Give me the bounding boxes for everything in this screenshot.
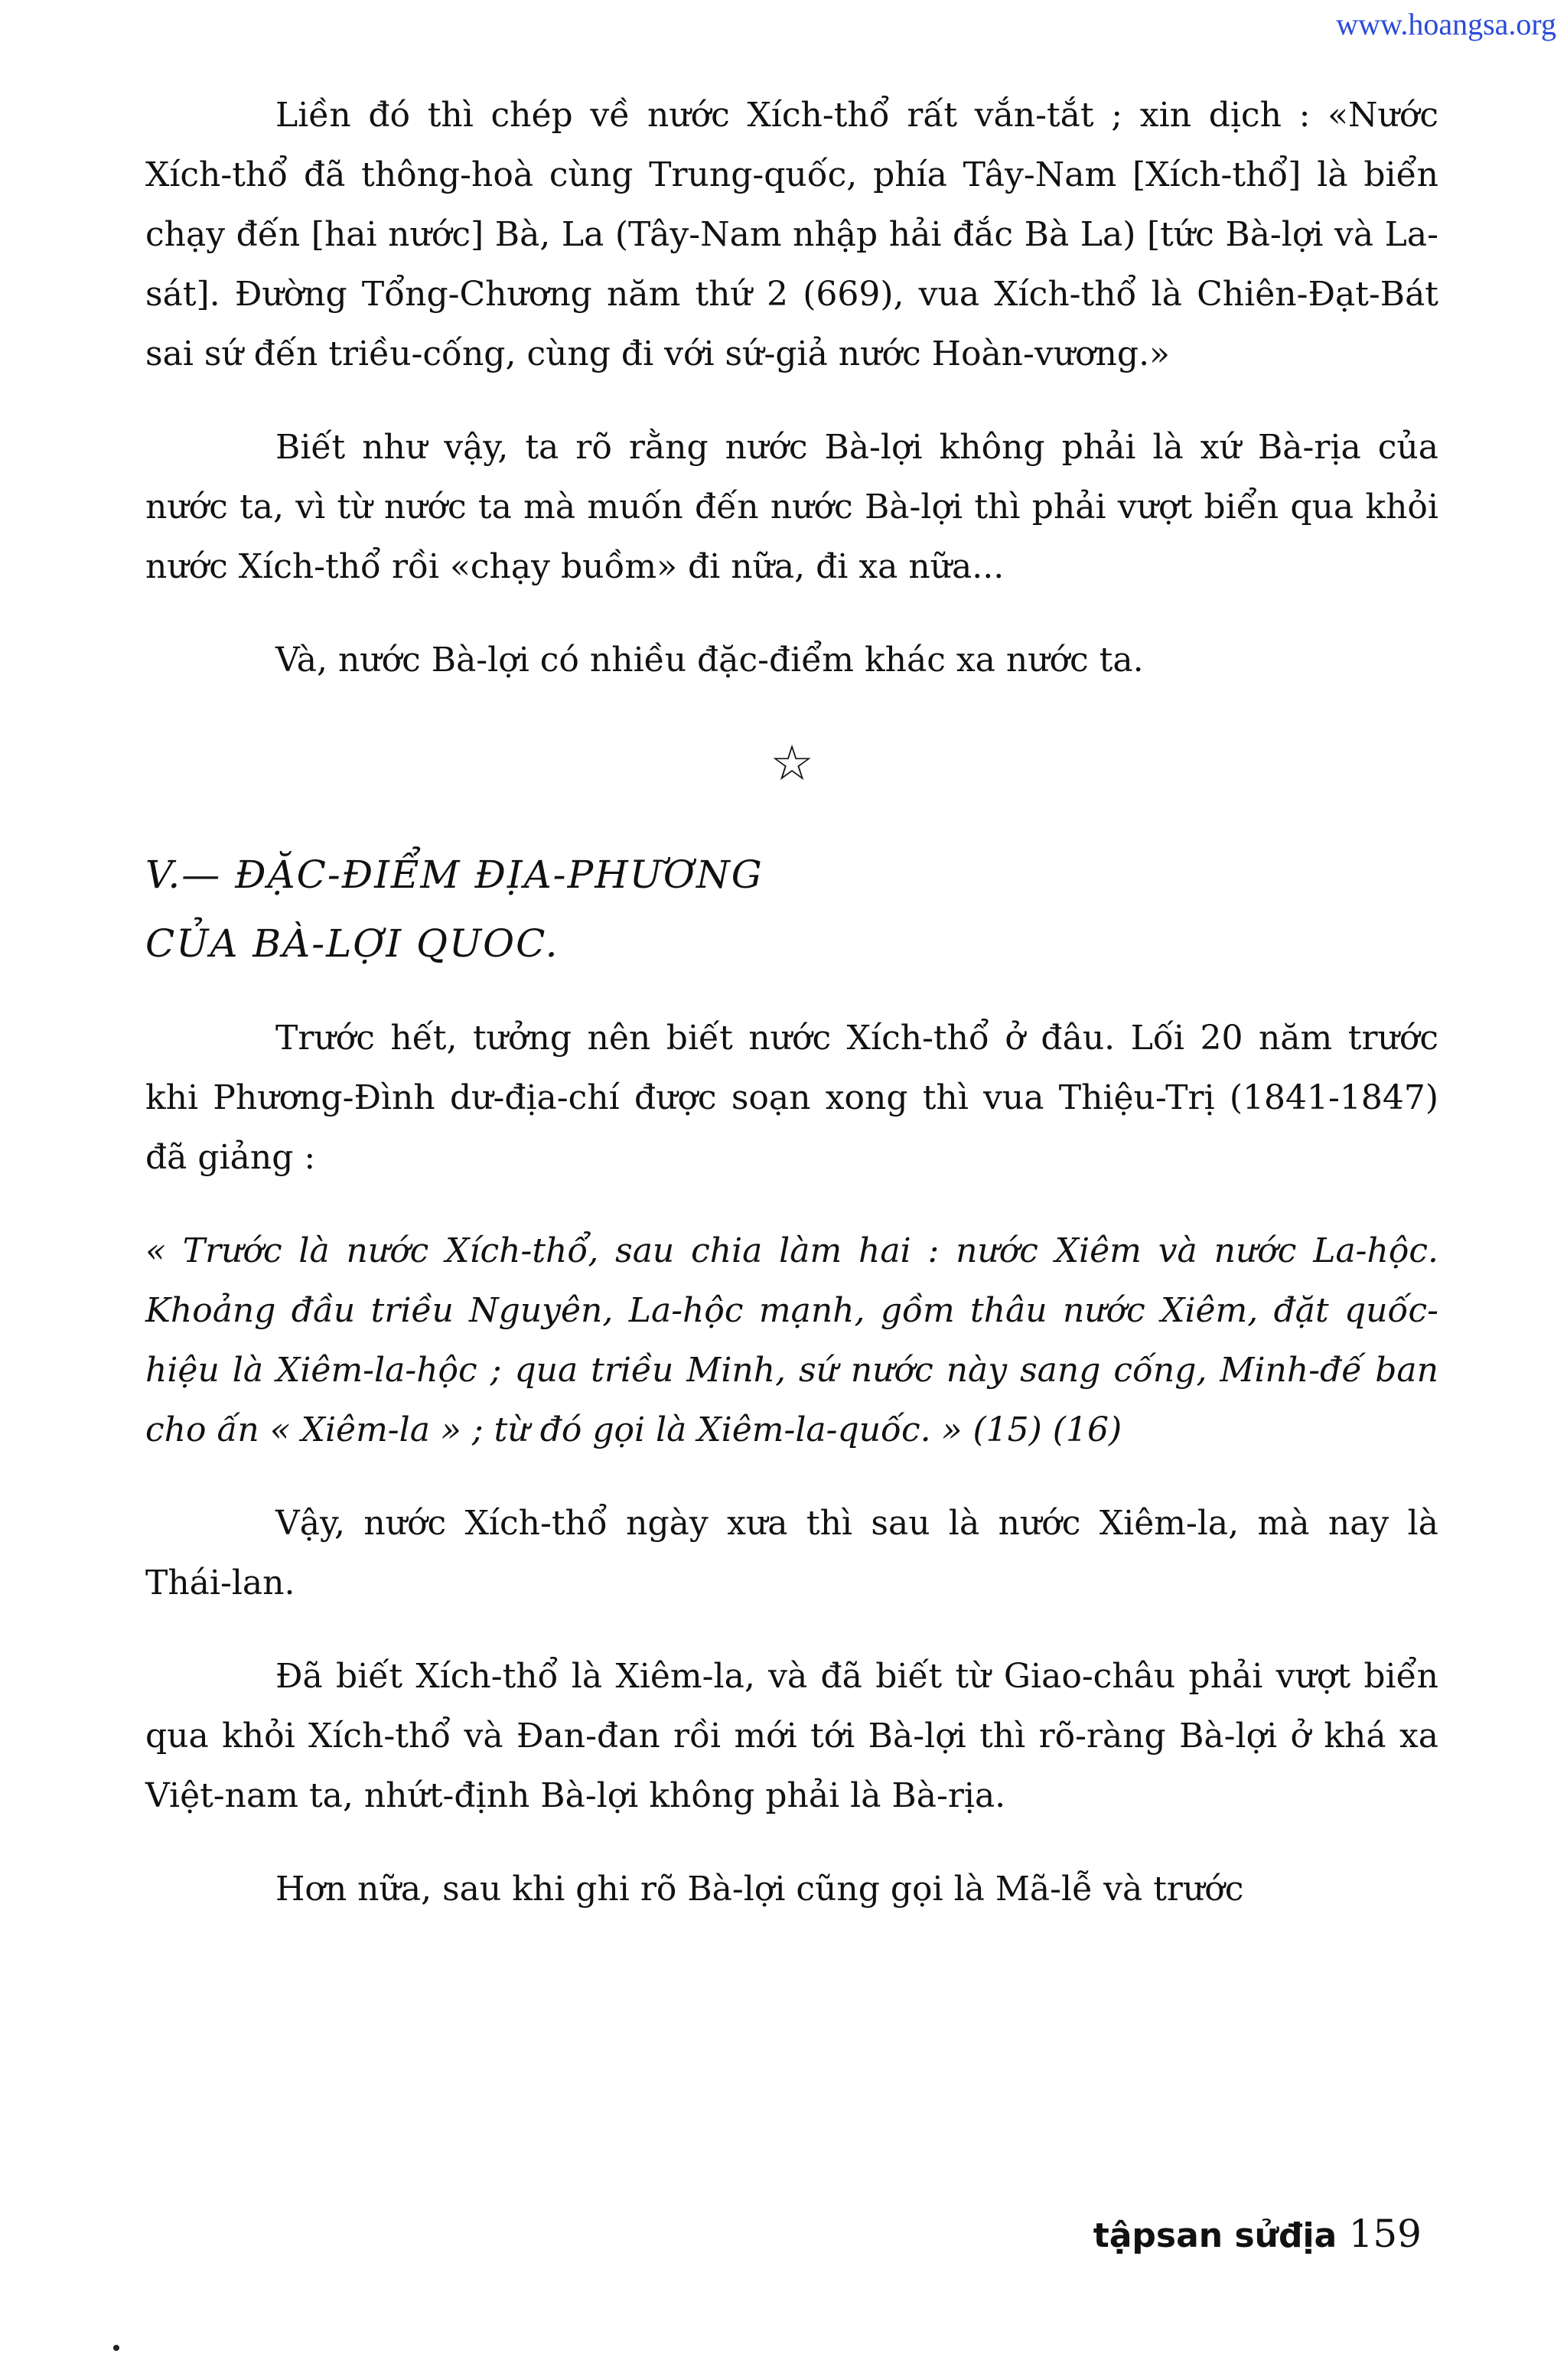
page-footer: [1093, 2212, 1422, 2256]
page-body: [145, 86, 1438, 1953]
paragraph-6: Đã biết Xích-thổ là Xiêm-la, và đã biết từ Giao-châu phải vượt biển qua khỏi Xích-thổ và Đan-đan rồi mới tới Bà-lợi thì rõ-ràng Bà-lợi ở khá xa Việt-nam ta, nhứt-định Bà-lợi không phải là Bà-rịa.: [145, 1657, 1438, 1815]
paragraph-1: Liền đó thì chép về nước Xích-thổ rất vắn-tắt ; xin dịch : «Nước Xích-thổ đã thông-hoà cùng Trung-quốc, phía Tây-Nam [Xích-thổ] là biển chạy đến [hai nước] Bà, La (Tây-Nam nhập hải đắc Bà La) [tức Bà-lợi và La-sát]. Đường Tổng-Chương năm thứ 2 (669), vua Xích-thổ là Chiên-Đạt-Bát sai sứ đến triều-cống, cùng đi với sứ-giả nước Hoàn-vương.»: [145, 96, 1438, 373]
star-icon: ☆: [770, 735, 814, 792]
paragraph-5: Vậy, nước Xích-thổ ngày xưa thì sau là nước Xiêm-la, mà nay là Thái-lan.: [145, 1504, 1438, 1602]
speck-mark: [113, 2345, 119, 2351]
page-number: 159: [1348, 2212, 1422, 2256]
paragraph-3: Và, nước Bà-lợi có nhiều đặc-điểm khác xa nước ta.: [275, 641, 1144, 680]
paragraph-2: Biết như vậy, ta rõ rằng nước Bà-lợi không phải là xứ Bà-rịa của nước ta, vì từ nước ta mà muốn đến nước Bà-lợi thì phải vượt biển qua khỏi nước Xích-thổ rồi «chạy buồm» đi nữa, đi xa nữa...: [145, 428, 1438, 586]
paragraph-4: Trước hết, tưởng nên biết nước Xích-thổ ở đâu. Lối 20 năm trước khi Phương-Đình dư-địa-chí được soạn xong thì vua Thiệu-Trị (1841-1847) đã giảng :: [145, 1019, 1438, 1177]
section-heading-line-1: V.— ĐẶC-ĐIỂM ĐỊA-PHƯƠNG: [145, 853, 764, 897]
publication-name: tậpsan sửđịa: [1093, 2216, 1337, 2255]
block-quote: « Trước là nước Xích-thổ, sau chia làm hai : nước Xiêm và nước La-hộc. Khoảng đầu triều Nguyên, La-hộc mạnh, gồm thâu nước Xiêm, đặt quốc-hiệu là Xiêm-la-hộc ; qua triều Minh, sứ nước này sang cống, Minh-đế ban cho ấn « Xiêm-la » ; từ đó gọi là Xiêm-la-quốc. » (15) (16): [145, 1231, 1438, 1449]
paragraph-7: Hơn nữa, sau khi ghi rõ Bà-lợi cũng gọi là Mã-lễ và trước: [275, 1870, 1244, 1909]
section-heading: [145, 840, 1438, 978]
watermark: www.hoangsa.org: [1336, 7, 1556, 41]
section-heading-line-2: CỦA BÀ-LỢI QUOC.: [145, 921, 559, 966]
